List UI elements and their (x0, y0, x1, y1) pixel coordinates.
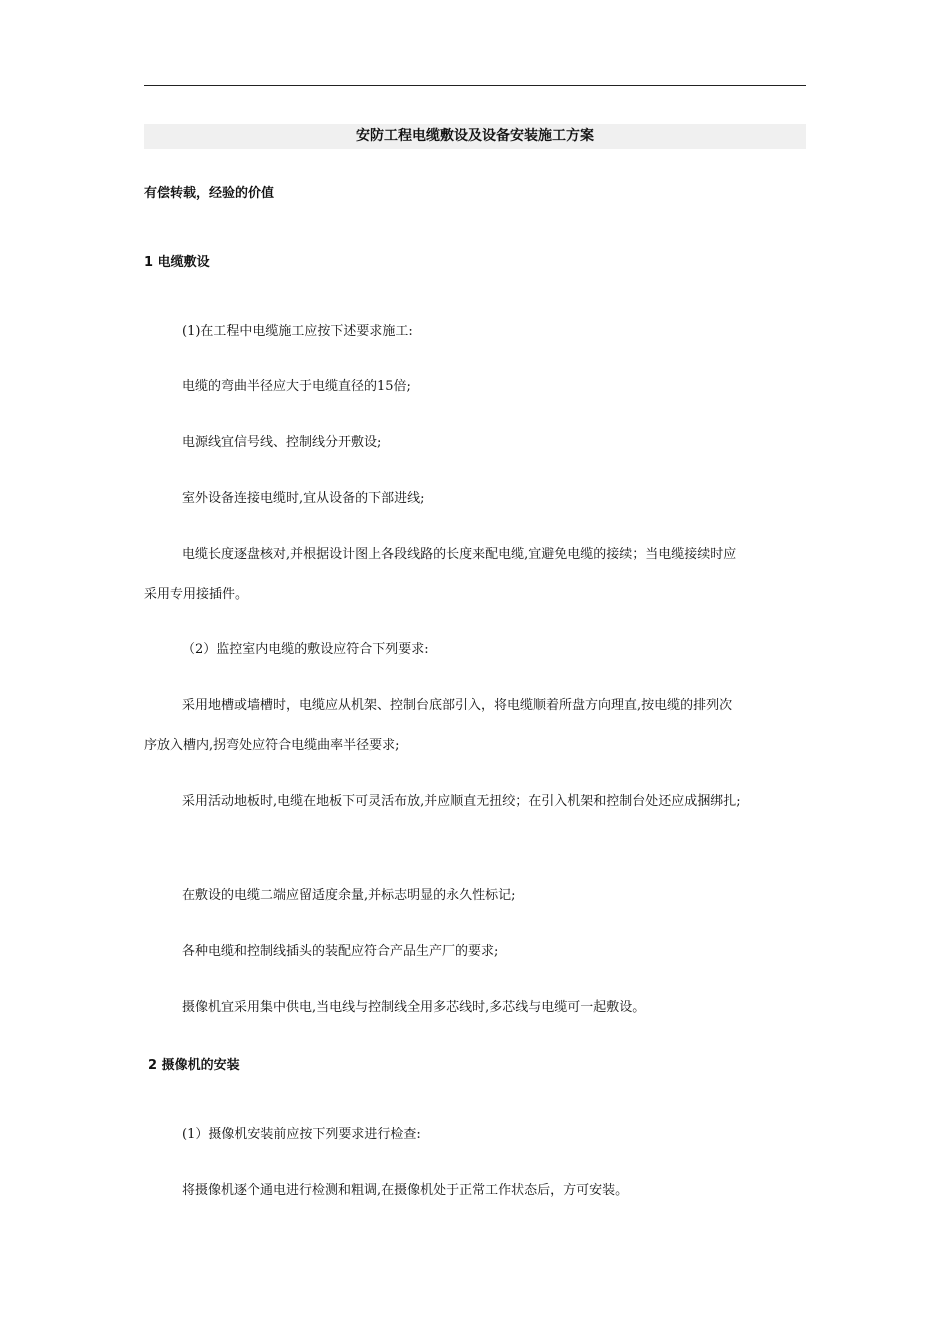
paragraph-line: 电源线宜信号线、控制线分开敷设; (182, 435, 382, 450)
paragraph-line: 各种电缆和控制线插头的装配应符合产品生产厂的要求; (182, 944, 499, 959)
top-rule (144, 85, 806, 86)
document-title: 安防工程电缆敷设及设备安装施工方案 (144, 124, 806, 149)
paragraph-line: 采用地槽或墙槽时，电缆应从机架、控制台底部引入，将电缆顺着所盘方向理直,按电缆的排列次 (182, 698, 733, 713)
paragraph-line: (1）摄像机安装前应按下列要求进行检查: (182, 1127, 421, 1142)
paragraph-line: 电缆长度逐盘核对,并根据设计图上各段线路的长度来配电缆,宜避免电缆的接续；当电缆接续时应 (182, 547, 737, 562)
section-1-heading: 1 电缆敷设 (144, 255, 210, 270)
paragraph-line: 采用专用接插件。 (144, 587, 249, 602)
paragraph-line: 在敷设的电缆二端应留适度余量,并标志明显的永久性标记; (182, 888, 516, 903)
paragraph-line: 采用活动地板时,电缆在地板下可灵活布放,并应顺直无扭绞；在引入机架和控制台处还应成捆绑扎; (182, 794, 741, 809)
paragraph-line: 摄像机宜采用集中供电,当电线与控制线全用多芯线时,多芯线与电缆可一起敷设。 (182, 1000, 646, 1015)
paragraph-line: 将摄像机逐个通电进行检测和粗调,在摄像机处于正常工作状态后，方可安装。 (182, 1183, 629, 1198)
subtitle: 有偿转载，经验的价值 (144, 186, 275, 201)
paragraph-line: 序放入槽内,拐弯处应符合电缆曲率半径要求; (144, 738, 400, 753)
paragraph-line: 室外设备连接电缆时,宜从设备的下部进线; (182, 491, 425, 506)
paragraph-line: 电缆的弯曲半径应大于电缆直径的15倍; (182, 379, 411, 394)
paragraph-line: (1)在工程中电缆施工应按下述要求施工: (182, 324, 413, 339)
section-2-heading: 2 摄像机的安装 (148, 1058, 240, 1073)
paragraph-line: （2）监控室内电缆的敷设应符合下列要求: (182, 642, 429, 657)
